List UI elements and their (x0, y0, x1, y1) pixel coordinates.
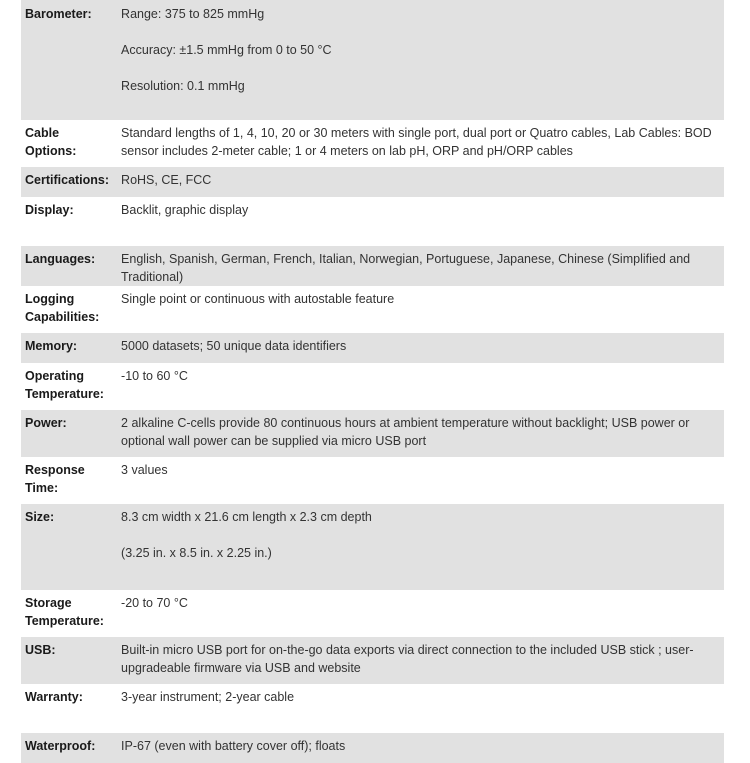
spec-row-languages (21, 246, 724, 286)
spec-value-line: RoHS, CE, FCC (121, 173, 212, 187)
spec-value (113, 246, 724, 286)
spec-value-line: IP-67 (even with battery cover off); floats (121, 739, 346, 753)
spec-row-display (21, 197, 724, 246)
spec-value-line: Resolution: 0.1 mmHg (121, 79, 245, 93)
spec-value-line: 3 values (121, 463, 168, 477)
spec-value-line: Backlit, graphic display (121, 203, 249, 217)
spec-value-line: Accuracy: ±1.5 mmHg from 0 to 50 °C (121, 43, 332, 57)
spec-value (113, 363, 724, 410)
spec-row-certifications (21, 167, 724, 197)
spec-label: Waterproof: (21, 733, 113, 763)
spec-value-line: 8.3 cm width x 21.6 cm length x 2.3 cm depth (121, 510, 372, 524)
spec-value-line: (3.25 in. x 8.5 in. x 2.25 in.) (121, 546, 272, 560)
spec-row-size (21, 504, 724, 590)
spec-row-usb (21, 637, 724, 684)
spec-label: Barometer: (21, 0, 113, 120)
spec-value-line: English, Spanish, German, French, Italian, Norwegian, Portuguese, Japanese, Chinese (Simplified and Traditional) (121, 252, 691, 284)
spec-label: Power: (21, 410, 113, 457)
spec-value-line: 5000 datasets; 50 unique data identifiers (121, 339, 347, 353)
spec-value (113, 0, 724, 120)
spec-value-line: Standard lengths of 1, 4, 10, 20 or 30 meters with single port, dual port or Quatro cables, Lab Cables: BOD sensor includes 2-meter cable; 1 or 4 meters on lab pH, ORP and pH/ORP cables (121, 126, 712, 158)
spec-label: Operating Temperature: (25, 369, 104, 401)
spec-value (113, 504, 724, 590)
spec-value (113, 457, 724, 504)
spec-label: Cable Options: (25, 126, 77, 158)
spec-value (113, 410, 724, 457)
spec-value (113, 120, 724, 167)
spec-value (113, 286, 724, 333)
spec-value (113, 167, 724, 197)
spec-value-line: Built-in micro USB port for on-the-go data exports via direct connection to the included USB stick ; user-upgradeable firmware via USB and website (121, 643, 694, 675)
spec-label: Certifications: (21, 167, 113, 197)
spec-value-line: Range: 375 to 825 mmHg (121, 7, 265, 21)
spec-row-barometer (21, 0, 724, 120)
spec-value-line: 2 alkaline C-cells provide 80 continuous hours at ambient temperature without backlight; USB power or optional wall power can be supplied via micro USB port (121, 416, 690, 448)
spec-table (21, 0, 724, 763)
spec-value (113, 590, 724, 637)
spec-row-waterproof (21, 733, 724, 763)
spec-value-line: Single point or continuous with autostable feature (121, 292, 395, 306)
spec-row-power (21, 410, 724, 457)
spec-row-storage-temperature (21, 590, 724, 637)
spec-label: Size: (21, 504, 113, 590)
spec-label: Warranty: (25, 690, 83, 704)
spec-row-logging (21, 286, 724, 333)
spec-value (113, 684, 724, 733)
spec-value (113, 637, 724, 684)
spec-label: Storage Temperature: (25, 596, 104, 628)
spec-row-response-time (21, 457, 724, 504)
spec-label: USB: (21, 637, 113, 684)
spec-value (113, 197, 724, 246)
spec-label: Logging Capabilities: (25, 292, 100, 324)
spec-label: Memory: (21, 333, 113, 363)
spec-label: Languages: (21, 246, 113, 286)
spec-row-memory (21, 333, 724, 363)
spec-value (113, 733, 724, 763)
spec-label: Response Time: (25, 463, 85, 495)
spec-row-cable-options (21, 120, 724, 167)
spec-value-line: -10 to 60 °C (121, 369, 188, 383)
spec-row-warranty (21, 684, 724, 733)
spec-value-line: 3-year instrument; 2-year cable (121, 690, 295, 704)
spec-value (113, 333, 724, 363)
spec-value-line: -20 to 70 °C (121, 596, 188, 610)
spec-label: Display: (25, 203, 74, 217)
spec-row-operating-temperature (21, 363, 724, 410)
